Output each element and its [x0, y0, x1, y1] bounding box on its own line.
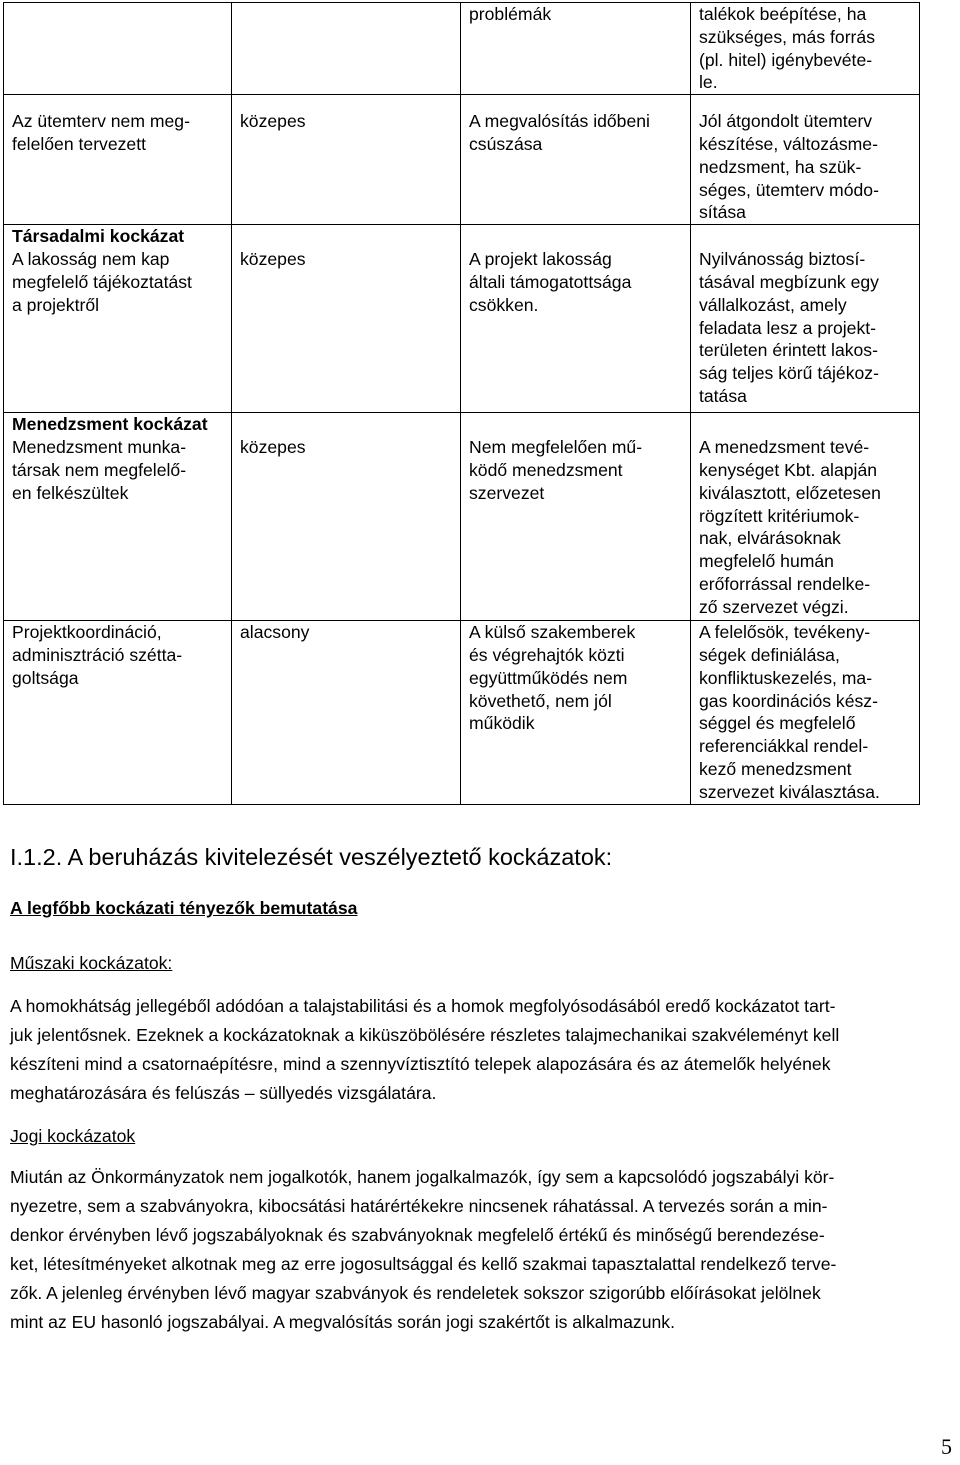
effect-text: A külső szakemberek és végrehajtók közti együttműködés nem követhető, nem jól működik [469, 622, 636, 734]
effect-cell [461, 413, 691, 621]
effect-text: A projekt lakosság általi támogatottsága csökken. [469, 249, 632, 315]
risk-category-heading: Menedzsment kockázat [12, 414, 208, 435]
level-text: közepes [240, 249, 306, 270]
mitigation-cell [691, 225, 920, 413]
risk-text: Az ütemterv nem meg- felelően tervezett [12, 111, 190, 154]
level-cell [232, 621, 461, 805]
mitigation-cell [691, 3, 920, 95]
risk-text: Projektkoordináció, adminisztráció szétta- goltsága [12, 622, 183, 688]
risk-cell [4, 95, 232, 225]
page-number: 5 [941, 1434, 952, 1459]
mitigation-cell [691, 413, 920, 621]
level-text: közepes [240, 437, 306, 458]
level-cell [232, 413, 461, 621]
level-cell [232, 3, 461, 95]
effect-text: problémák [469, 4, 552, 24]
mitigation-text: A menedzsment tevé- kenységet Kbt. alapján kiválasztott, előzetesen rögzített kritériumok- nak, elvárásoknak megfelelő humán erőforrással rendelke- ző szervezet végzi. [699, 437, 881, 617]
section-heading: I.1.2. A beruházás kivitelezését veszélyeztető kockázatok: [10, 844, 613, 870]
effect-text: A megvalósítás időbeni csúszása [469, 111, 650, 154]
subsection-heading: A legfőbb kockázati tényezők bemutatása [10, 898, 358, 918]
mitigation-text: A felelősök, tevékeny- ségek definiálása, konfliktuskezelés, ma- gas koordinációs kész- séggel és megfelelő referenciákkal rendel- kező menedzsment szervezet kiválasztása. [699, 622, 880, 802]
mitigation-text: Nyilvánosság biztosí- tásával megbízunk egy vállalkozást, amely feladata lesz a projekt- területen érintett lakos- ság teljes körű tájékoz- tatása [699, 249, 879, 406]
effect-cell [461, 621, 691, 805]
level-cell [232, 95, 461, 225]
table-row [4, 225, 920, 413]
table-row [4, 95, 920, 225]
technical-risks-paragraph: A homokhátság jellegéből adódóan a talajstabilitási és a homok megfolyósodásából eredő kockázatot tart- juk jelentősnek. Ezeknek a kockázatoknak a kiküszöbölésére részletes talajmechanikai szakvéleményt kell készíteni mind a csatornaépítésre, mind a szennyvíztisztító telepek alapozására és az átemelők helyének meghatározására és felúszás – süllyedés vizsgálatára. [10, 996, 840, 1103]
risk-cell [4, 413, 232, 621]
table-row [4, 621, 920, 805]
risk-category-heading: Társadalmi kockázat [12, 226, 185, 247]
risk-text: Menedzsment munka- társak nem megfelelő- en felkészültek [12, 436, 187, 503]
mitigation-cell [691, 95, 920, 225]
legal-risks-paragraph: Miután az Önkormányzatok nem jogalkotók, hanem jogalkalmazók, így sem a kapcsolódó jogszabályi kör- nyezetre, sem a szabványokra, kibocsátási határértékekre nincsenek ráhatással. A tervezés során a min- denkor érvényben lévő jogszabályoknak és szabványoknak megfelelő értékű és minőségű berendezése- ket, létesítményeket alkotnak meg az erre jogosultsággal és kellő szakmai tapasztalattal rendelkező terve- zők. A jelenleg érvényben lévő magyar szabványok és rendeletek sokszor szigorúbb előírásokat jelölnek mint az EU hasonló jogszabályai. A megvalósítás során jogi szakértőt is alkalmazunk. [10, 1167, 837, 1332]
mitigation-cell [691, 621, 920, 805]
legal-risks-label: Jogi kockázatok [10, 1126, 136, 1146]
effect-cell [461, 3, 691, 95]
risk-cell [4, 3, 232, 95]
effect-cell [461, 225, 691, 413]
technical-risks-label: Műszaki kockázatok: [10, 953, 173, 973]
table-row [4, 3, 920, 95]
risk-text: A lakosság nem kap megfelelő tájékoztatást a projektről [12, 248, 192, 315]
risk-cell [4, 225, 232, 413]
table-row [4, 413, 920, 621]
risk-cell [4, 621, 232, 805]
level-text: alacsony [240, 622, 310, 643]
level-cell [232, 225, 461, 413]
risk-table [3, 2, 920, 805]
level-text: közepes [240, 111, 306, 132]
effect-cell [461, 95, 691, 225]
mitigation-text: talékok beépítése, ha szükséges, más forrás (pl. hitel) igénybevéte- le. [699, 4, 875, 93]
mitigation-text: Jól átgondolt ütemterv készítése, változásme- nedzsment, ha szük- séges, ütemterv módo- sítása [699, 111, 879, 223]
effect-text: Nem megfelelően mű- ködő menedzsment szervezet [469, 437, 643, 503]
